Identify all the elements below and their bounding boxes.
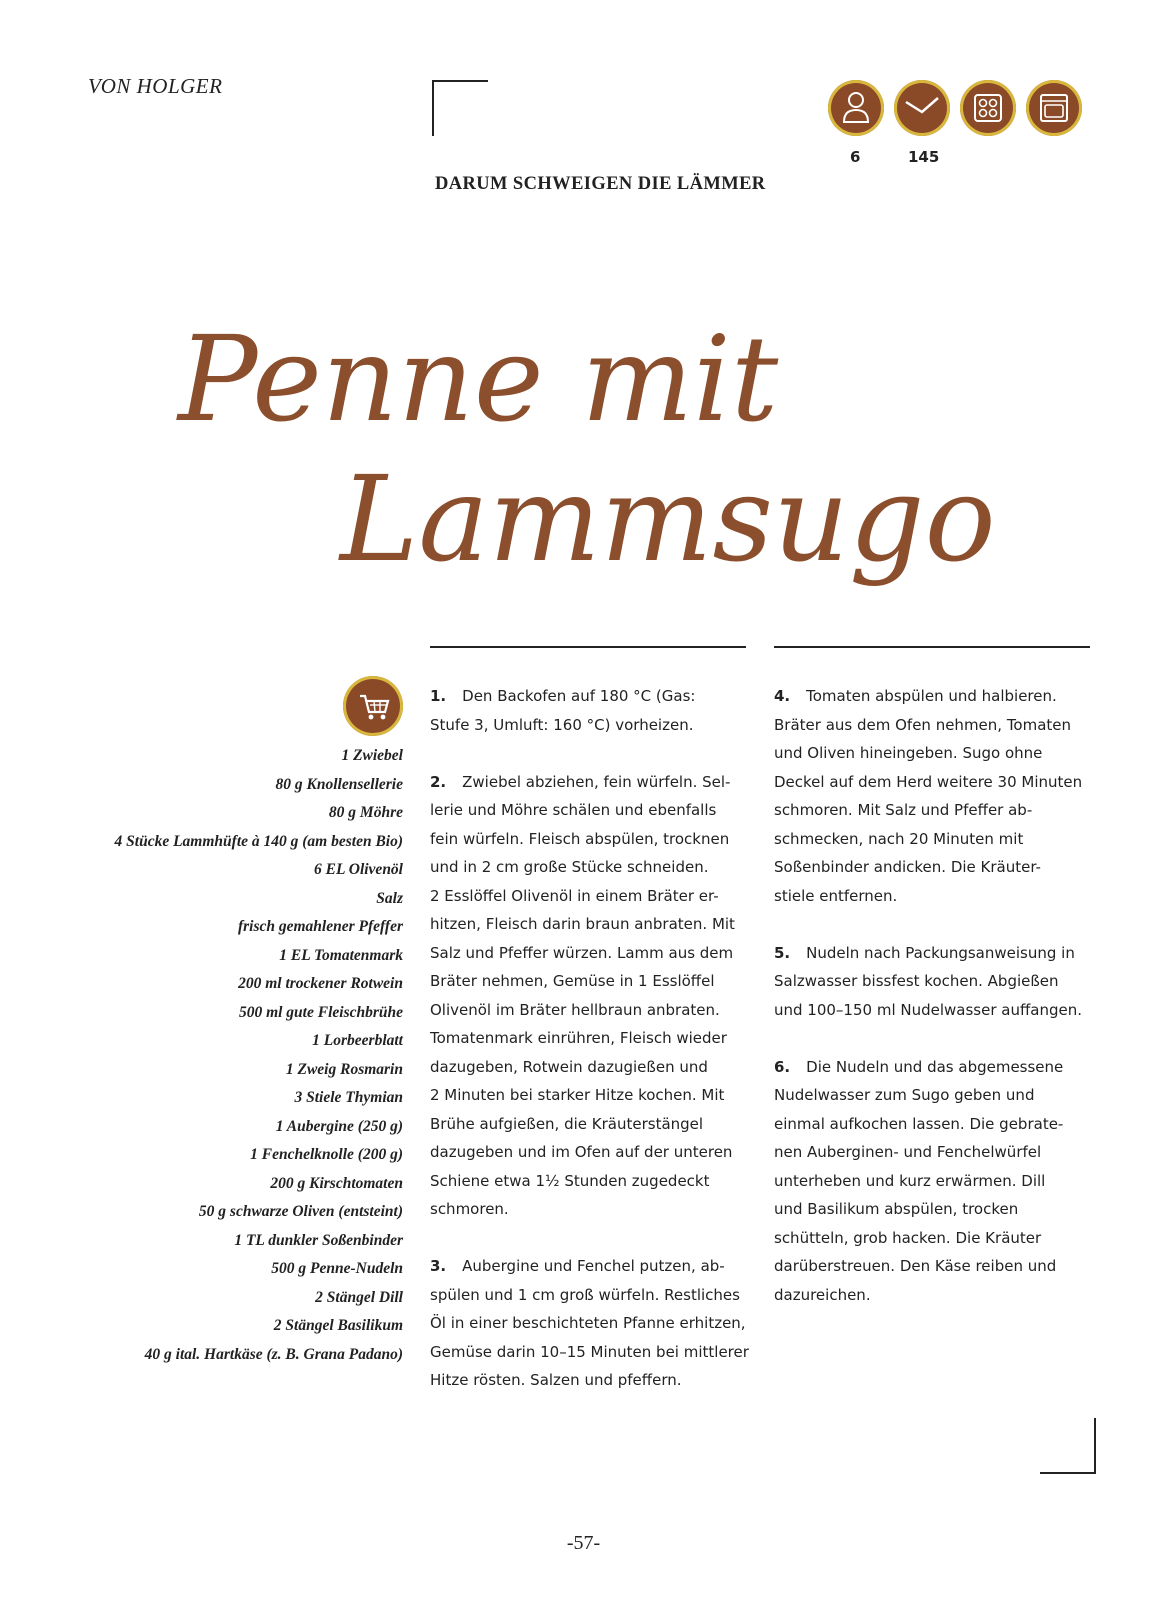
ingredient-item: 1 Zweig Rosmarin [285, 1060, 403, 1078]
ingredient-item: 1 EL Tomatenmark [279, 946, 403, 964]
recipe-title [0, 270, 1167, 620]
instruction-step [430, 1252, 750, 1395]
ingredient-item: 1 Lorbeerblatt [312, 1032, 403, 1049]
title-line-2: Lammsugo [340, 450, 996, 588]
corner-mark-bottom-right-vertical [1094, 1418, 1096, 1474]
instruction-step [774, 682, 1104, 910]
ingredient-item: 80 g Möhre [328, 804, 403, 821]
ingredient-item: 50 g schwarze Oliven (entsteint) [198, 1203, 403, 1220]
stovetop-icon [960, 80, 1016, 136]
ingredient-item: 40 g ital. Hartkäse (z. B. Grana Padano) [144, 1345, 403, 1363]
ingredient-item: Salz [376, 889, 403, 907]
step-number: 3. [430, 1257, 447, 1275]
page-number: -57- [566, 1532, 601, 1554]
corner-mark-bottom-right [1040, 1472, 1096, 1474]
column-rule-right [774, 646, 1090, 648]
ingredient-item: 1 TL dunkler Soßenbinder [234, 1231, 403, 1249]
ingredient-item: 4 Stücke Lammhüfte à 140 g (am besten Bio) [114, 832, 403, 850]
shopping-cart-icon [343, 676, 403, 736]
instruction-step [774, 1053, 1104, 1310]
column-rule-middle [430, 646, 746, 648]
instruction-step [430, 768, 750, 1224]
step-text: Den Backofen auf 180 °C (Gas: Stufe 3, Umluft: 160 °C) vorheizen. [430, 687, 696, 734]
ingredient-item: 500 ml gute Fleischbrühe [238, 1003, 403, 1021]
ingredient-item: 80 g Knollensellerie [275, 775, 403, 793]
person-icon [828, 80, 884, 136]
title-line-1: Penne mit [178, 310, 779, 448]
ingredient-item: frisch gemahlener Pfeffer [237, 918, 403, 935]
ingredient-item: 1 Zwiebel [341, 747, 403, 764]
step-number: 2. [430, 772, 447, 791]
ingredient-item: 6 EL Olivenöl [314, 861, 403, 878]
instruction-step [430, 682, 750, 739]
step-number: 6. [774, 1057, 791, 1076]
ingredient-list [115, 742, 403, 1369]
step-text: Tomaten abspülen und halbieren. Bräter aus dem Ofen nehmen, Tomaten und Oliven hineingeben. Sugo ohne Deckel auf dem Herd weitere 30 Minuten schmoren. Mit Salz und Pfeffer ab- schmecken, nach 20 Minuten mit Soßenbinder andicken. Die Kräuter- stiele entfernen. [774, 687, 1083, 905]
oven-icon [1026, 80, 1082, 136]
ingredient-item: 200 g Kirschtomaten [270, 1174, 403, 1192]
step-text: Zwiebel abziehen, fein würfeln. Sel- lerie und Möhre schälen und ebenfalls fein würfeln. Fleisch abspülen, trocknen und in 2 cm große Stücke schneiden. 2 Esslöffel Olivenöl in einem Bräter er- hitzen, Fleisch darin braun anbraten. Mit Salz und Pfeffer würzen. Lamm aus dem Bräter nehmen, Gemüse in 1 Esslöffel Olivenöl im Bräter hellbraun anbraten. Tomatenmark einrühren, Fleisch wieder dazugeben, Rotwein dazugießen und 2 Minuten bei starker Hitze kochen. Mit Brühe aufgießen, die Kräuterstängel dazugeben und im Ofen auf der unteren Schiene etwa 1½ Stunden zugedeckt schmoren. [430, 772, 735, 1218]
ingredient-item: 1 Aubergine (250 g) [275, 1117, 403, 1135]
ingredient-item: 200 ml trockener Rotwein [238, 975, 403, 992]
step-number: 4. [774, 687, 791, 705]
ingredient-item: 500 g Penne-Nudeln [271, 1260, 403, 1277]
servings-value: 6 [850, 148, 861, 166]
recipe-subtitle: DARUM SCHWEIGEN DIE LÄMMER [435, 174, 766, 194]
ingredient-item: 2 Stängel Dill [315, 1288, 403, 1306]
instruction-step [774, 939, 1104, 1025]
instructions-column-middle [430, 682, 750, 1423]
clock-icon [894, 80, 950, 136]
step-text: Nudeln nach Packungsanweisung in Salzwasser bissfest kochen. Abgießen und 100–150 ml Nudelwasser auffangen. [774, 943, 1083, 1019]
ingredient-item: 1 Fenchelknolle (200 g) [250, 1146, 403, 1163]
step-number: 1. [430, 687, 447, 705]
time-value: 145 [908, 148, 940, 166]
author-label: VON HOLGER [88, 74, 223, 98]
ingredient-item: 3 Stiele Thymian [294, 1089, 403, 1106]
corner-mark-top-left [432, 80, 488, 82]
instructions-column-right [774, 682, 1104, 1338]
step-number: 5. [774, 943, 791, 962]
ingredient-item: 2 Stängel Basilikum [273, 1317, 403, 1334]
step-text: Aubergine und Fenchel putzen, ab- spülen und 1 cm groß würfeln. Restliches Öl in einer beschichteten Pfanne erhitzen, Gemüse darin 10–15 Minuten bei mittlerer Hitze rösten. Salzen und pfeffern. [430, 1257, 749, 1389]
step-text: Die Nudeln und das abgemessene Nudelwasser zum Sugo geben und einmal aufkochen lassen. Die gebrate- nen Auberginen- und Fenchelwürfel unterheben und kurz erwärmen. Dill und Basilikum abspülen, trocken schütteln, grob hacken. Die Kräuter darüberstreuen. Den Käse reiben und dazureichen. [774, 1057, 1064, 1304]
corner-mark-top-left-vertical [432, 80, 434, 136]
